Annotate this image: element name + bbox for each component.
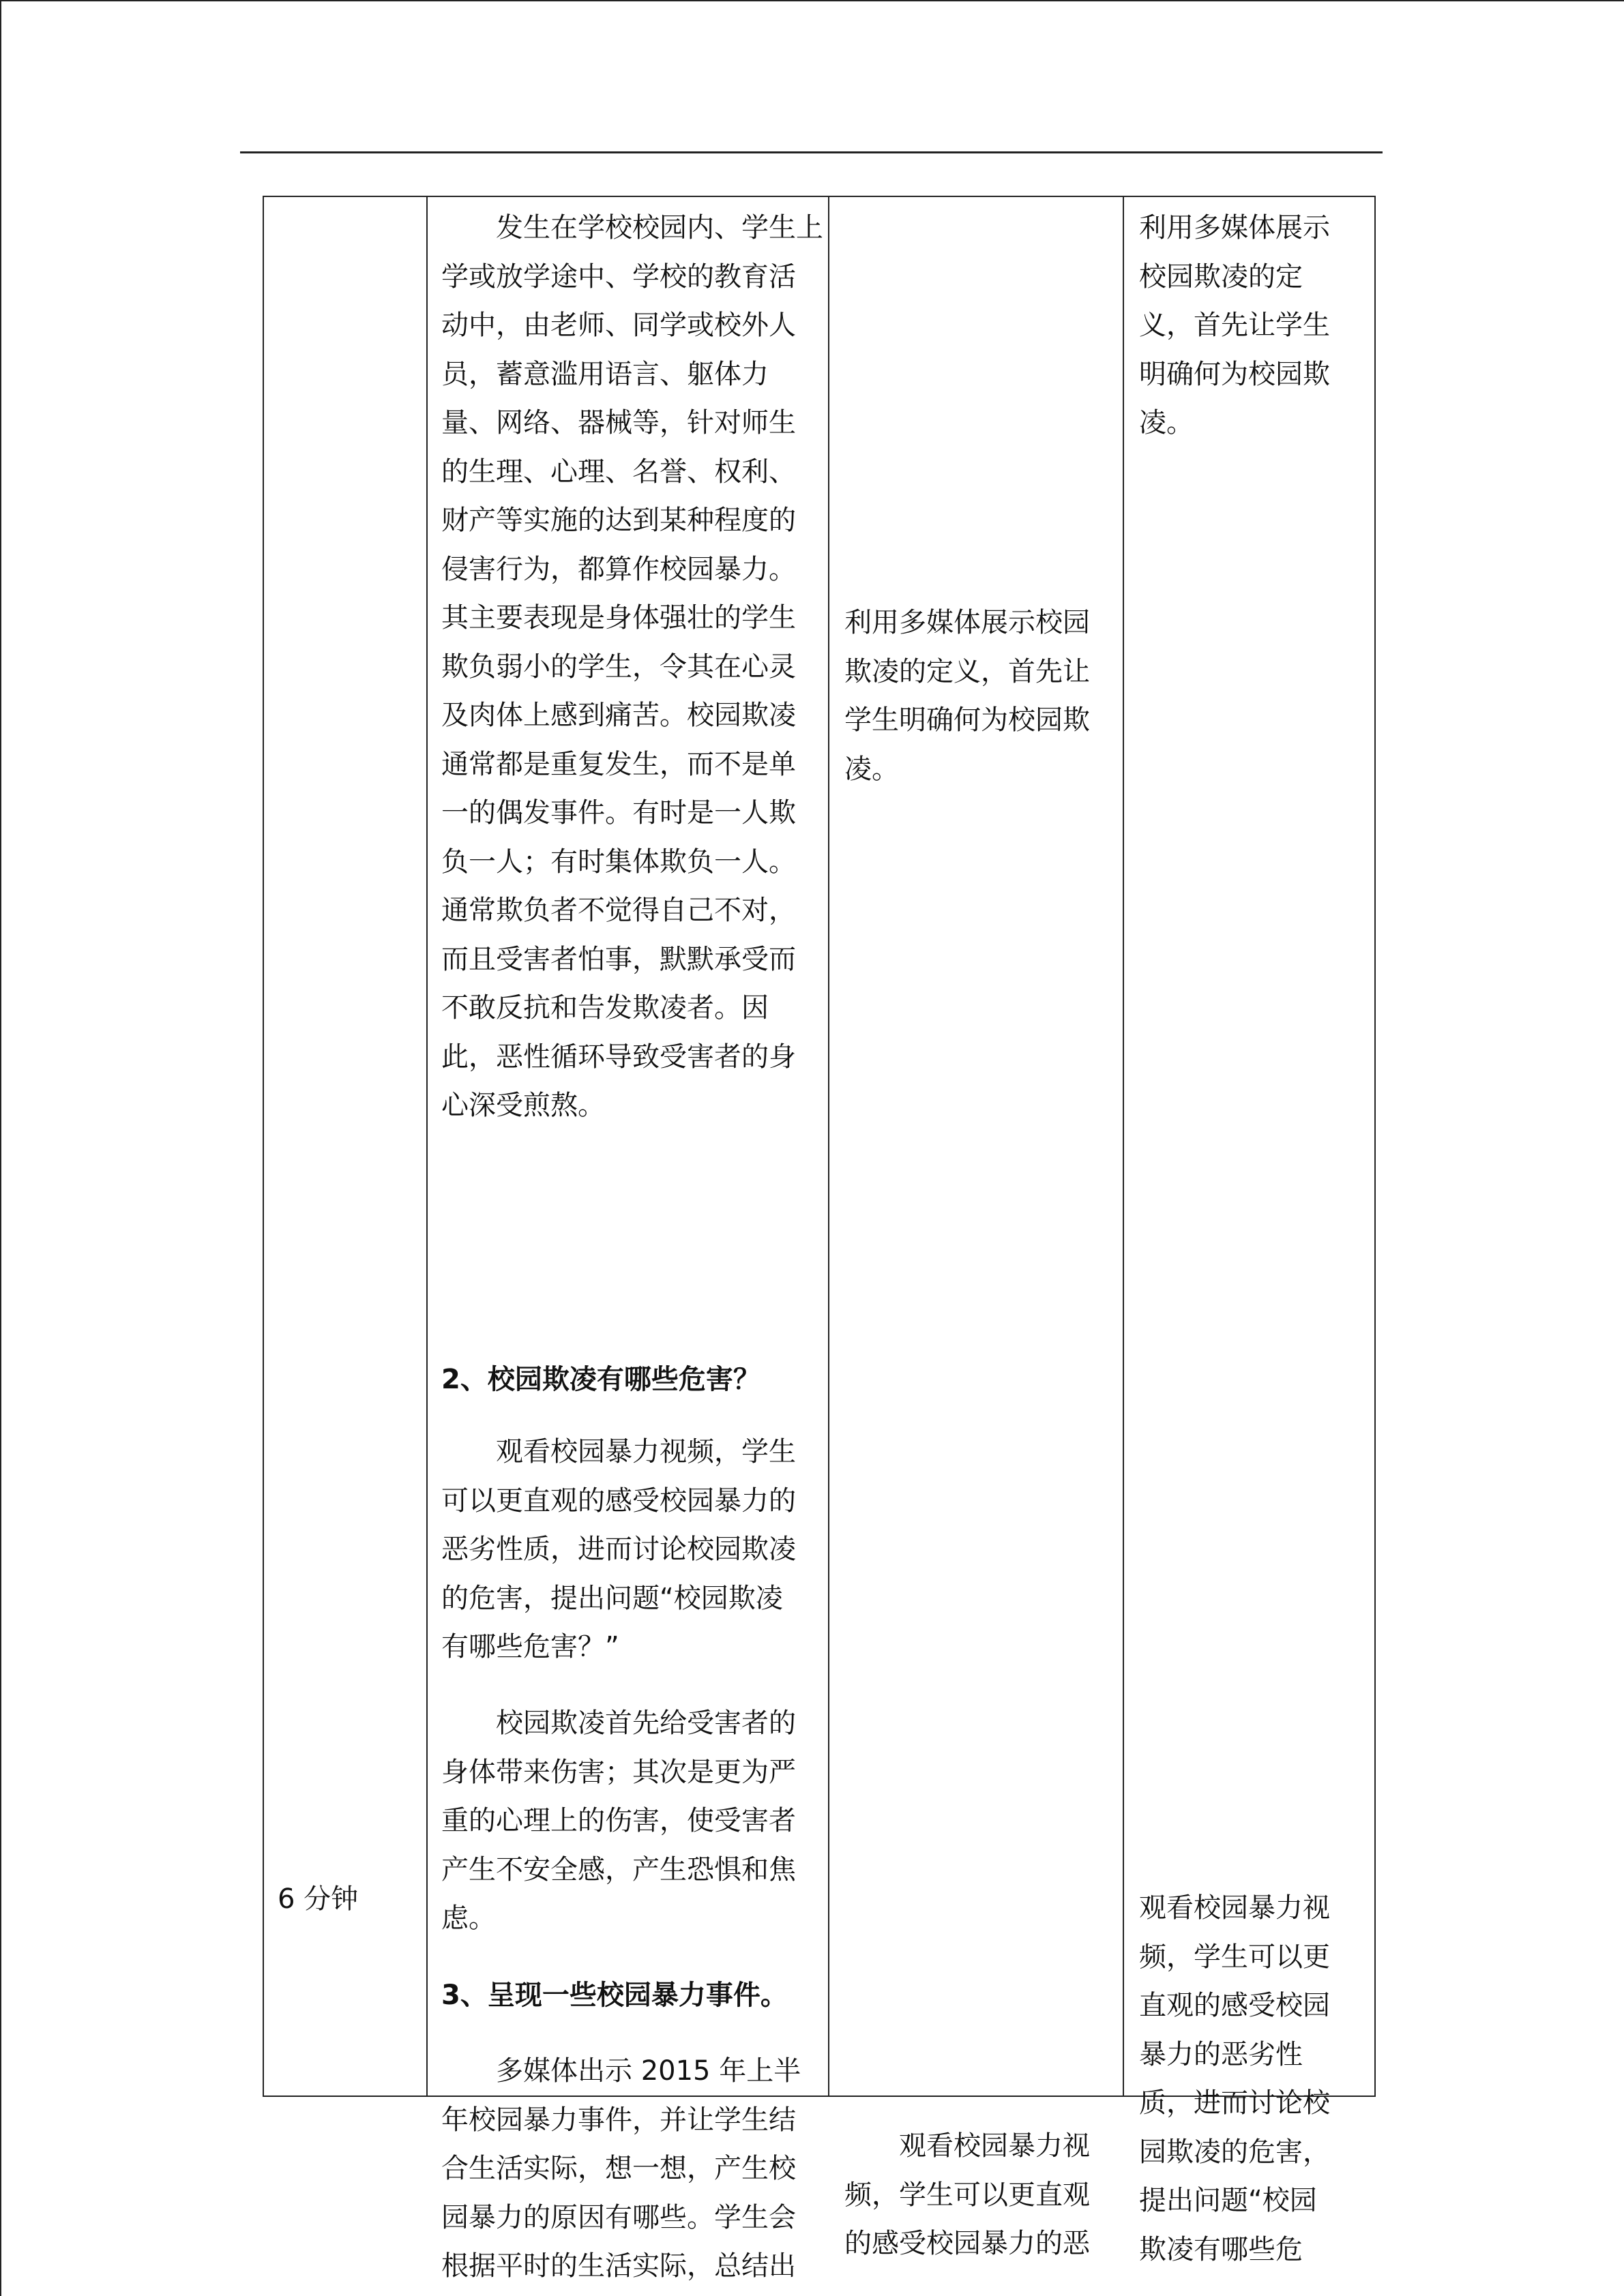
text-line: 利用多媒体展示 — [1139, 212, 1330, 243]
text-line: 频，学生可以更直观 — [844, 2179, 1090, 2211]
text-line: 利用多媒体展示校园 — [844, 607, 1090, 638]
intent-paragraph-1 — [1139, 204, 1330, 448]
text-line: 欺凌的定义，首先让 — [844, 655, 1090, 687]
text-line: 质，进而讨论校 — [1139, 2087, 1330, 2119]
text-line: 心深受煎熬。 — [441, 1090, 605, 1121]
text-line: 校园欺凌的定 — [1139, 260, 1303, 293]
text-line: 有哪些危害？” — [441, 1631, 619, 1663]
text-line: 不敢反抗和告发欺凌者。因 — [441, 992, 769, 1024]
text-line: 学生明确何为校园欺 — [844, 704, 1090, 736]
text-line: 年校园暴力事件，并让学生结 — [441, 2104, 796, 2136]
text-line: 财产等实施的达到某种程度的 — [441, 505, 796, 536]
text-line: 的生理、心理、名誉、权利、 — [441, 456, 796, 488]
text-line: 凌。 — [844, 753, 899, 785]
text-line: 园暴力的原因有哪些。学生会 — [441, 2201, 796, 2233]
definition-paragraph — [441, 204, 823, 1131]
text-line: 身体带来伤害；其次是更为严 — [441, 1756, 796, 1788]
text-line: 校园欺凌首先给受害者的 — [441, 1708, 796, 1739]
design-intent-cell — [1123, 196, 1376, 2265]
harm-paragraph — [441, 1699, 796, 1943]
text-line: 通常欺负者不觉得自己不对， — [441, 895, 796, 926]
text-line: 负一人；有时集体欺负一人。 — [441, 846, 796, 878]
text-line: 而且受害者怕事，默默承受而 — [441, 943, 796, 975]
text-line: 的感受校园暴力的恶 — [844, 2228, 1090, 2259]
student-activity-cell — [828, 196, 1124, 2259]
text-line: 重的心理上的伤害，使受害者 — [441, 1805, 796, 1836]
text-line: 产生不安全感，产生恐惧和焦 — [441, 1853, 796, 1885]
text-line: 量、网络、器械等，针对师生 — [441, 407, 796, 438]
page-frame-left — [0, 0, 1, 2296]
text-line: 频，学生可以更 — [1139, 1941, 1330, 1973]
student-paragraph-1 — [844, 599, 1090, 794]
student-paragraph-2 — [844, 2122, 1090, 2269]
text-line: 动中，由老师、同学或校外人 — [441, 310, 796, 341]
text-line: 其主要表现是身体强壮的学生 — [441, 602, 796, 633]
intent-paragraph-2 — [1139, 1884, 1330, 2274]
text-line: 恶劣性质，进而讨论校园欺凌 — [441, 1534, 796, 1565]
heading-events: 3、呈现一些校园暴力事件。 — [441, 1980, 788, 2011]
time-label: 6 分钟 — [278, 1883, 359, 1915]
events-paragraph — [441, 2047, 801, 2291]
content-cell — [426, 196, 829, 2282]
text-line: 欺凌有哪些危 — [1139, 2233, 1303, 2265]
text-line: 多媒体出示 2015 年上半 — [441, 2055, 801, 2087]
text-line: 此，恶性循环导致受害者的身 — [441, 1041, 796, 1073]
text-line: 提出问题“校园 — [1139, 2185, 1317, 2216]
text-line: 通常都是重复发生，而不是单 — [441, 748, 796, 780]
page-frame-top — [0, 0, 1624, 1]
text-line: 员，蓄意滥用语言、躯体力 — [441, 358, 769, 390]
text-line: 观看校园暴力视 — [1139, 1892, 1330, 1924]
text-line: 直观的感受校园 — [1139, 1990, 1330, 2021]
header-rule — [240, 151, 1383, 153]
text-line: 欺负弱小的学生，令其在心灵 — [441, 651, 796, 683]
text-line: 观看校园暴力视频，学生 — [441, 1436, 796, 1467]
text-line: 一的偶发事件。有时是一人欺 — [441, 797, 796, 829]
text-line: 明确何为校园欺 — [1139, 358, 1330, 390]
video-paragraph — [441, 1428, 796, 1672]
text-line: 及肉体上感到痛苦。校园欺凌 — [441, 700, 796, 731]
text-line: 侵害行为，都算作校园暴力。 — [441, 553, 796, 585]
text-line: 观看校园暴力视 — [844, 2130, 1090, 2162]
text-line: 的危害，提出问题“校园欺凌 — [441, 1582, 783, 1614]
text-line: 合生活实际，想一想，产生校 — [441, 2153, 796, 2184]
text-line: 可以更直观的感受校园暴力的 — [441, 1485, 796, 1517]
text-line: 虑。 — [441, 1903, 496, 1934]
text-line: 暴力的恶劣性 — [1139, 2038, 1303, 2070]
text-line: 义，首先让学生 — [1139, 310, 1330, 341]
text-line: 根据平时的生活实际，总结出 — [441, 2250, 796, 2282]
text-line: 学或放学途中、学校的教育活 — [441, 260, 796, 293]
text-line: 园欺凌的危害， — [1139, 2136, 1330, 2168]
heading-harm: 2、校园欺凌有哪些危害？ — [441, 1364, 761, 1395]
text-line: 凌。 — [1139, 407, 1194, 438]
text-line: 发生在学校校园内、学生上 — [441, 212, 823, 243]
time-cell — [263, 196, 428, 2097]
